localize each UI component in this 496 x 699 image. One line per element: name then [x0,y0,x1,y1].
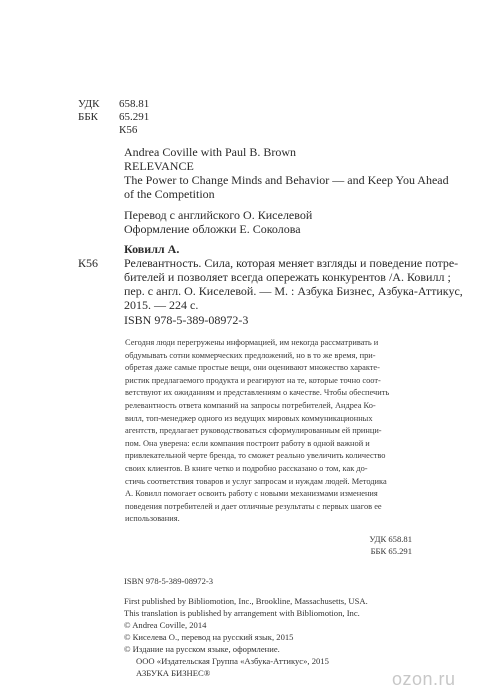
arrangement-note: This translation is published by arrangement with Bibliomotion, Inc. [124,608,360,618]
summary-line: обдумывать сотни коммерческих предложений, но в то же время, при- [125,350,376,360]
summary-line: стичь соответствия товаров и услуг запросам и нуждам людей. Методика [125,476,387,486]
summary-line: своих клиентов. В книге четко и подробно рассказано о том, как до- [125,463,368,473]
udk-value: 658.81 [119,98,150,110]
summary-line: ристик предлагаемого продукта и реагируют на те, которые точно соот- [125,375,381,385]
first-published: First published by Bibliomotion, Inc., Brookline, Massachusetts, USA. [124,596,368,606]
udk-label: УДК [78,98,100,110]
author-heading: Ковилл А. [124,242,180,256]
summary-line: вилл, топ-менеджер одного из ведущих мировых коммуникационных [125,413,373,423]
publisher-line: ООО «Издательская Группа «Азбука-Аттикус», 2015 [136,656,329,666]
summary-line: привлекательной черте бренда, то сможет реально увеличить количество [125,451,386,461]
summary-bbk: ББК 65.291 [370,546,412,556]
summary-line: пом. Она уверена: если компания построит работу в одной важной и [125,438,370,448]
bib-line: бителей и позволяет всегда опережать конкурентов /А. Ковилл ; [124,270,451,284]
bib-isbn: ISBN 978-5-389-08972-3 [124,313,249,327]
summary-line: агентств, предлагает руководствоваться сформулированным ей принци- [125,426,382,436]
bbk-value: 65.291 [119,111,150,123]
summary-line: ветствуют их ожиданиям и представлениям о качестве. Чтобы обеспечить [125,388,390,398]
footer-isbn: ISBN 978-5-389-08972-3 [124,576,214,586]
copyright-line: © Andrea Coville, 2014 [124,620,207,630]
summary-paragraph [125,337,443,526]
imprint-name: АЗБУКА БИЗНЕС® [136,668,211,678]
ozon-watermark: ozon.ru [392,669,456,689]
bbk-label: ББК [78,111,98,123]
bib-code: К56 [78,256,99,270]
bib-line: Релевантность. Сила, которая меняет взгляды и поведение потре- [124,256,459,270]
summary-line: релевантность ответа компаний на запросы потребителей, Андреа Ко- [125,400,376,410]
original-subtitle-line1: The Power to Change Minds and Behavior — and Keep You Ahead [124,173,449,187]
summary-line: А. Ковилл помогает освоить работу с новыми механизмами изменения [125,489,378,499]
summary-line: Сегодня люди перегружены информацией, им некогда рассматривать и [125,338,379,347]
summary-line: обретая даже самые простые вещи, они оценивают множество характе- [125,363,380,373]
original-subtitle-line2: of the Competition [124,187,215,201]
bib-line: пер. с англ. О. Киселевой. — М. : Азбука Бизнес, Азбука-Аттикус, [124,284,463,298]
copyright-line: © Киселева О., перевод на русский язык, 2015 [124,632,294,642]
copyright-line: © Издание на русском языке, оформление. [124,644,280,654]
original-title: RELEVANCE [124,159,194,173]
summary-line: поведения потребителей и дает отличные результаты с первых шагов ее [125,501,382,511]
bib-line: 2015. — 224 с. [124,298,199,312]
summary-line: использования. [125,514,180,524]
original-author: Andrea Coville with Paul B. Brown [124,145,296,159]
summary-udk: УДК 658.81 [369,534,412,544]
cover-credit: Оформление обложки Е. Соколова [124,222,301,236]
translation-credit: Перевод с английского О. Киселевой [124,208,313,222]
author-code: К56 [119,124,138,136]
